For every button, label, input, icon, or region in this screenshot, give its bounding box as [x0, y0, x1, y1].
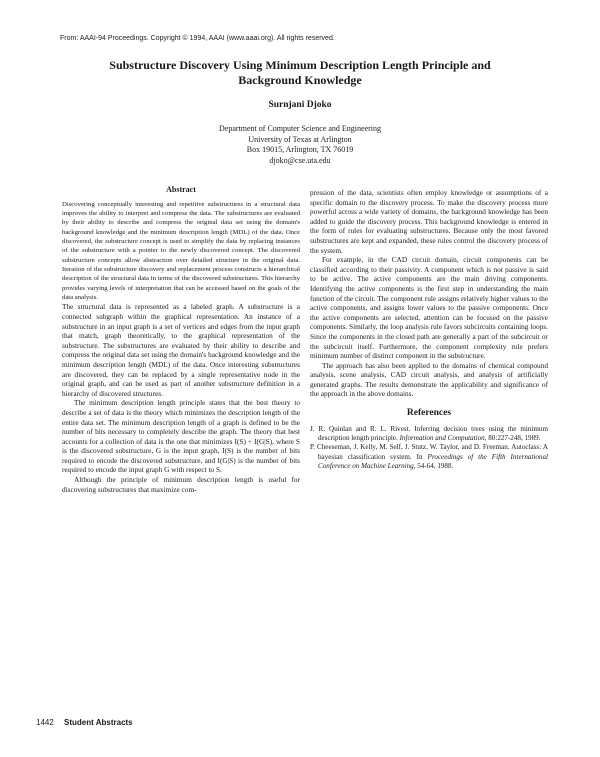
- reference-details: , 80:227-248, 1989.: [484, 433, 541, 442]
- section-label: Student Abstracts: [64, 718, 133, 727]
- reference-venue: Proceedings of the Fifth International Conference on Machine Learning: [318, 452, 548, 470]
- body-paragraph: pression of the data, scientists often employ knowledge or assumptions of a specific domain to the discovery process. To make the discovery process more powerful across a wide variety of domains, the background knowledge has been added to guide the discovery process. This background knowledge is entered in the form of rules for evaluating substructures. Because only the most favored substructures are kept and expanded, these rules control the discovery process of the system.: [310, 188, 548, 255]
- body-paragraph: For example, in the CAD circuit domain, circuit components can be classified according to their passivity. A component which is not passive is said to be active. The active components are the main driving components. Identifying the active components is the first step in understanding the main function of the circuit. The component rule assigns relatively higher values to the active components, and assigns lower values to the passive components. Once the active components are selected, attention can be focused on the passive components. Similarly, the loop analysis rule favors subcircuits containing loops. Since the components in the closed path are generally a part of the subcircuit or the subcircuit itself. Furthermore, the component complexity rule prefers minimum number of distinct component in the substructure.: [310, 255, 548, 361]
- right-column: [310, 188, 548, 471]
- body-paragraph: The approach has also been applied to the domains of chemical compound analysis, scene analysis, CAD circuit analysis, and analysis of artificially generated graphs. The results demonstrate the applicability and significance of the approach in the above domains.: [310, 360, 548, 399]
- reference-entry: [310, 443, 548, 471]
- abstract-heading: Abstract: [166, 185, 196, 194]
- body-paragraph: The structural data is represented as a labeled graph. A substructure is a connected subgraph within the graphical representation. An instance of a substructure in an input graph is a set of vertices and edges from the input graph that match, graph theoretically, to the graphical representation of the substructure. The substructures are evaluated by their ability to describe and compress the original data set using the domain's background knowledge and the minimum description length (MDL) of the data. Once interesting substructures are discovered, they can be replaced by a single representative node in the original graph, and can be used as part of another substructure definition in a hierarchy of discovered structures.: [62, 302, 300, 398]
- reference-venue: Information and Computation: [399, 433, 485, 442]
- title-line-2: Background Knowledge: [238, 73, 362, 87]
- body-paragraph: Although the principle of minimum description length is useful for discovering substructures that maximize com-: [62, 475, 300, 494]
- reference-text: P. Cheeseman, J. Kelly, M. Self, J. Stutz, W. Taylor, and D. Freeman. Autoclass: A bayesian classification system. In: [310, 443, 548, 461]
- references-heading: References: [406, 408, 452, 419]
- author-name: Surnjani Djoko: [268, 100, 332, 110]
- left-column: [62, 185, 300, 494]
- copyright-notice: From: AAAI-94 Proceedings. Copyright © 1994, AAAI (www.aaai.org). All rights reserved.: [60, 35, 335, 42]
- paper-title: [40, 58, 560, 88]
- reference-details: , 54-64, 1988.: [413, 461, 454, 470]
- affiliation-block: [140, 124, 460, 166]
- page-number: 1442: [36, 718, 54, 727]
- affiliation-address: Box 19015, Arlington, TX 76019: [246, 145, 354, 154]
- title-line-1: Substructure Discovery Using Minimum Description Length Principle and: [109, 58, 491, 72]
- abstract-text: Discovering conceptually interesting and repetitive substructures in a structural data improves the ability to interpret and compress the data. The substructures are evaluated by their ability to describe and compress the original data set using the domain's background knowledge and the minimum description length (MDL) of the data. Once discovered, the substructure concept is used to simplify the data by replacing instances of the substructure with a pointer to the newly discovered concept. The discovered substructure concepts allow abstraction over detailed structure in the original data. Iteration of the substructure discovery and replacement process constructs a hierarchical description of the structural data in terms of the discovered substructures. This hierarchy provides varying levels of interpretation that can be accessed based on the goals of the data analysis.: [62, 200, 300, 302]
- affiliation-university: University of Texas at Arlington: [248, 134, 352, 144]
- page-footer: [36, 718, 133, 727]
- reference-entry: [310, 425, 548, 444]
- reference-text: J. R. Quinlan and R. L. Rivest. Inferring decision trees using the minimum description length principle.: [310, 424, 548, 442]
- author-email: djoko@cse.uta.edu: [269, 155, 331, 165]
- affiliation-department: Department of Computer Science and Engineering: [219, 124, 381, 133]
- body-paragraph: The minimum description length principle states that the best theory to describe a set of data is the theory which minimizes the description length of the entire data set. The minimum description length of a graph is defined to be the number of bits necessary to completely describe the graph. The theory that best accounts for a collection of data is the one that minimizes I(S) + I(G|S), where S is the discovered substructure, G is the input graph, I(S) is the number of bits required to encode the discovered substructure, and I(G|S) is the number of bits required to encode the input graph G with respect to S.: [62, 398, 300, 475]
